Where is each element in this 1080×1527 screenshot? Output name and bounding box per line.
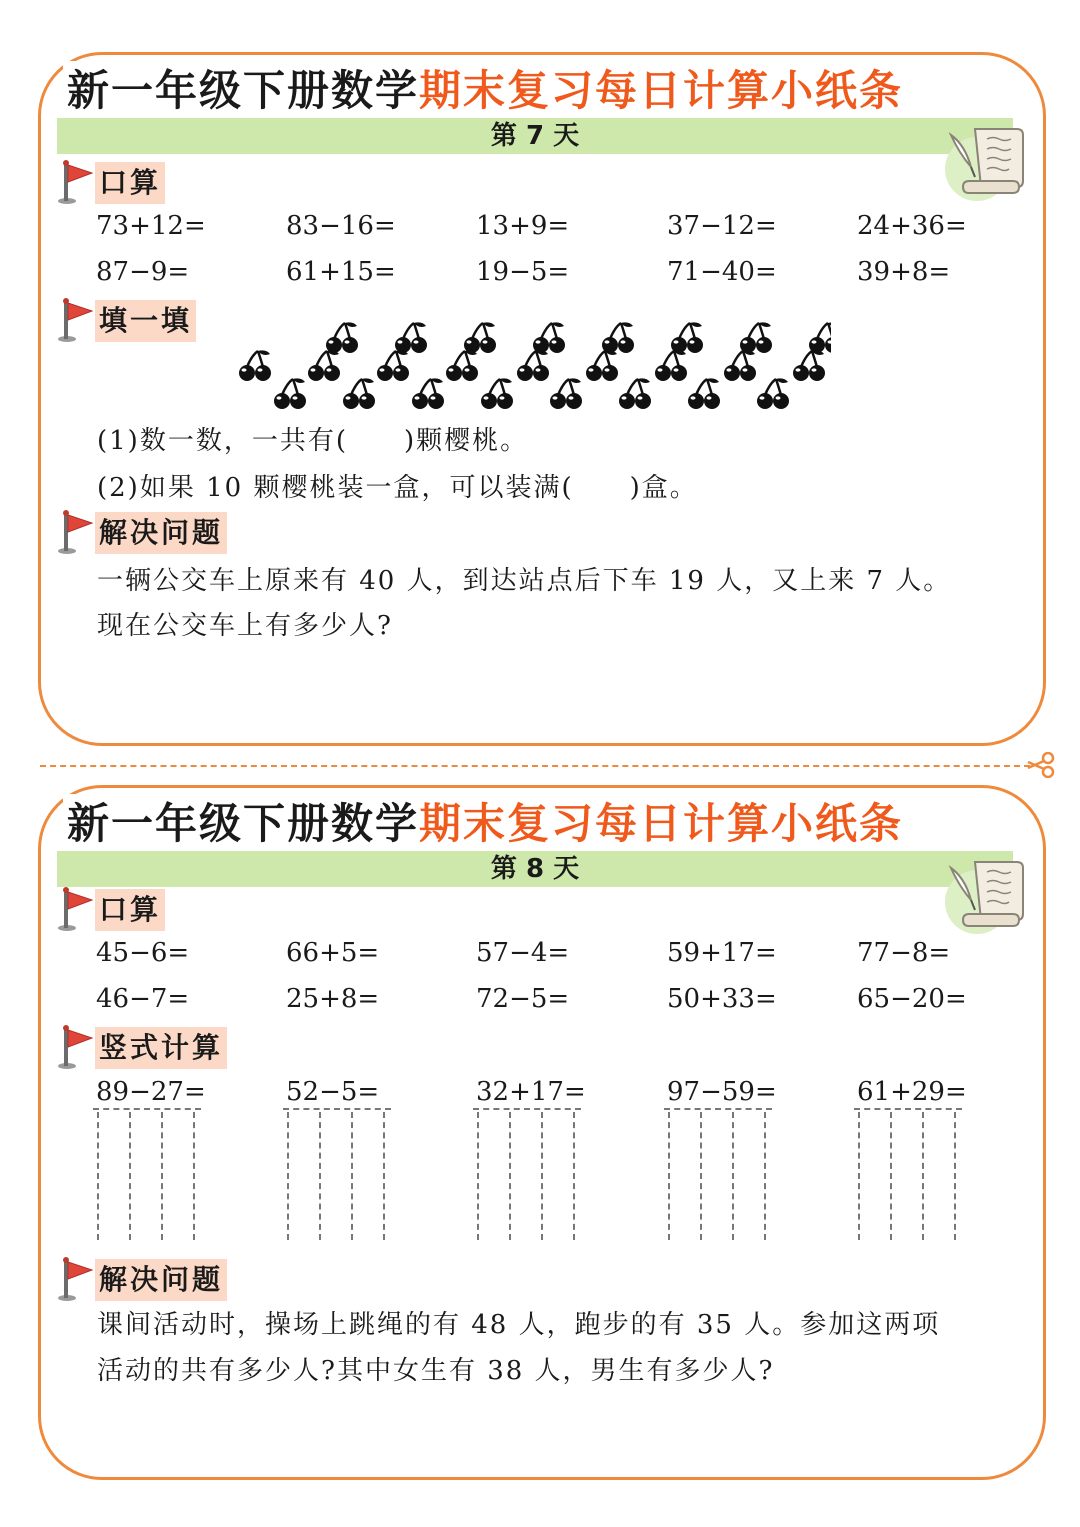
problem: 32+17= [476,1077,586,1107]
word-problem-line: 一辆公交车上原来有 40 人，到达站点后下车 19 人，又上来 7 人。 [97,566,952,596]
problem: 65−20= [857,984,967,1014]
problem: 73+12= [96,211,206,241]
problem: 19−5= [476,257,570,287]
problem: 83−16= [286,211,396,241]
section-label: 解决问题 [95,512,227,554]
fill-question-1: (1)数一数，一共有( )颗樱桃。 [97,426,529,456]
problem: 59+17= [667,938,777,968]
worksheet-title [63,61,907,121]
cherry-icon [586,350,618,381]
fill-question-2: (2)如果 10 颗樱桃装一盒，可以装满( )盒。 [97,473,698,503]
cherry-icon [793,350,825,381]
word-problem-line: 现在公交车上有多少人? [97,611,393,641]
problem: 25+8= [286,984,380,1014]
problem: 77−8= [857,938,951,968]
cherry-icon [464,322,496,353]
cherry-icon [550,378,582,409]
cherry-icon [533,322,565,353]
red-flag-icon [55,1025,95,1069]
problem: 72−5= [476,984,570,1014]
cherry-icon [308,350,340,381]
scissors-icon [1026,752,1058,778]
problem: 13+9= [476,211,570,241]
problem: 24+36= [857,211,967,241]
cherry-icon [446,350,478,381]
title-orange-part: 期末复习每日计算小纸条 [419,66,904,115]
problem: 97−59= [667,1077,777,1107]
cherry-icon [619,378,651,409]
scroll-quill-icon [943,856,1025,938]
problem: 89−27= [96,1077,206,1107]
day-banner: 第 8 天 [57,851,1013,887]
cherry-icon [602,322,634,353]
red-flag-icon [55,160,95,204]
problem: 87−9= [96,257,190,287]
cut-line [40,765,1030,767]
title-black-part: 新一年级下册数学 [67,799,420,848]
red-flag-icon [55,510,95,554]
scroll-quill-icon [943,123,1025,205]
cherry-icon [239,350,271,381]
cherry-icon [517,350,549,381]
problem: 46−7= [96,984,190,1014]
cherry-icon [326,322,358,353]
cherry-icon [377,350,409,381]
red-flag-icon [55,1257,95,1301]
section-label: 口算 [95,889,165,931]
cherry-icon [809,322,831,353]
problem: 57−4= [476,938,570,968]
cherry-icon [395,322,427,353]
problem: 66+5= [286,938,380,968]
cherry-icon [343,378,375,409]
cherry-icon [724,350,756,381]
problem: 61+15= [286,257,396,287]
section-label: 解决问题 [95,1259,227,1301]
problem: 52−5= [286,1077,380,1107]
red-flag-icon [55,298,95,342]
worksheet-title [63,794,907,854]
word-problem-line: 课间活动时，操场上跳绳的有 48 人，跑步的有 35 人。参加这两项 [97,1310,941,1340]
section-label: 口算 [95,162,165,204]
cherry-icon [274,378,306,409]
worksheet-card-day-7 [38,52,1046,746]
cherry-icon [671,322,703,353]
title-black-part: 新一年级下册数学 [67,66,420,115]
section-label: 竖式计算 [95,1027,227,1069]
cherry-picture [231,321,831,417]
problem: 45−6= [96,938,190,968]
cherry-icon [481,378,513,409]
title-orange-part: 期末复习每日计算小纸条 [419,799,904,848]
section-label: 填一填 [95,300,196,342]
cherry-icon [757,378,789,409]
word-problem-line: 活动的共有多少人?其中女生有 38 人，男生有多少人? [97,1356,775,1386]
problem: 71−40= [667,257,777,287]
cherry-icon [655,350,687,381]
problem: 37−12= [667,211,777,241]
problem: 39+8= [857,257,951,287]
cherry-field [231,321,831,417]
problem: 61+29= [857,1077,967,1107]
day-banner: 第 7 天 [57,118,1013,154]
problem: 50+33= [667,984,777,1014]
cherry-icon [412,378,444,409]
cherry-icon [740,322,772,353]
cherry-icon [688,378,720,409]
red-flag-icon [55,887,95,931]
